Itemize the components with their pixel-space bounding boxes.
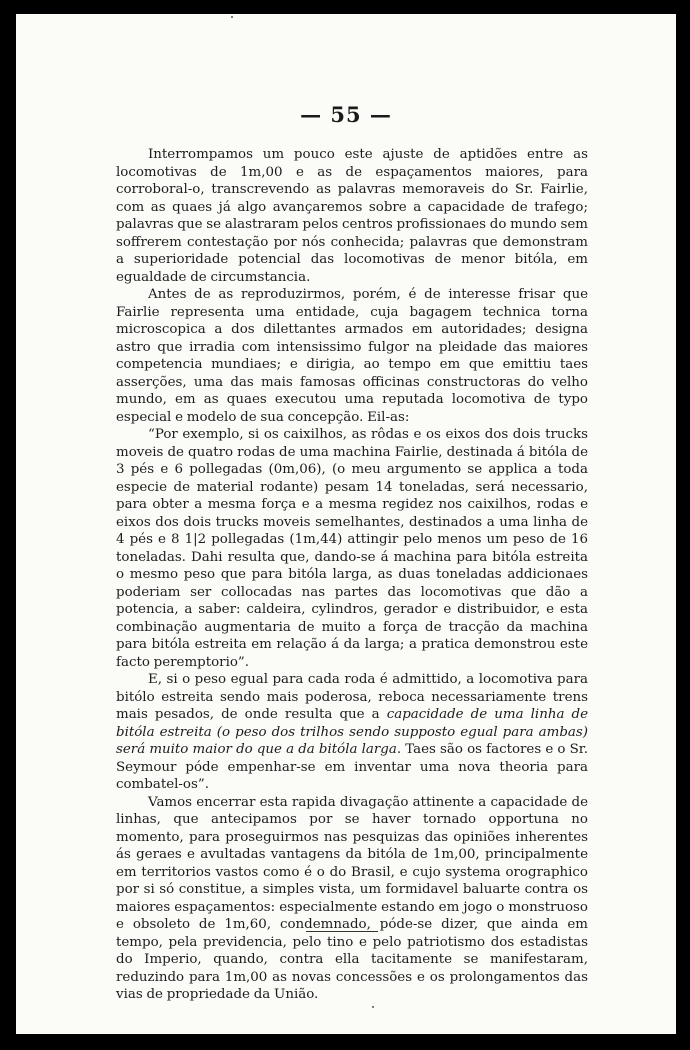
speck-mark bbox=[372, 1006, 374, 1008]
paragraph-text: . Taes são os factores e o Sr. Seymour póde empenhar-se em inventar uma nova theoria para combatel-os”. bbox=[116, 742, 588, 792]
paragraph bbox=[116, 794, 588, 1004]
paragraph bbox=[116, 146, 588, 286]
speck-mark bbox=[231, 16, 233, 18]
paragraph bbox=[116, 426, 588, 671]
document-page bbox=[16, 14, 676, 1034]
paragraph bbox=[116, 671, 588, 794]
paragraph-text: Antes de as reproduzirmos, porém, é de interesse frisar que Fairlie representa uma entidade, cuja bagagem technica torna microscopica a dos dilettantes armados em autoridades; designa astro que irradia com intensissimo fulgor na pleidade das maiores competencia mundiaes; e dirigia, ao tempo em que emittiu taes asserções, uma das mais famosas officinas constructoras do velho mundo, em as quaes executou uma reputada locomotiva de typo especial e modelo de sua concepção. Eil-as: bbox=[116, 287, 588, 425]
paragraph-text: Vamos encerrar esta rapida divagação attinente a capacidade de linhas, que antecipamos por se haver tornado opportuna no momento, para proseguirmos nas pesquizas das opiniões inherentes ás geraes e avultadas vantagens da bitóla de 1m,00, principalmente em territorios vastos como é o do Brasil, e cujo systema orographico por si só constitue, a simples vista, um formidavel baluarte contra os maiores espaçamentos: especialmente estando em jogo o monstruoso e obsoleto de 1m,60, condemnado, póde-se dizer, que ainda em tempo, pela previdencia, pelo tino e pelo patriotismo dos estadistas do Imperio, quando, contra ella tacitamente se manifestaram, reduzindo para 1m,00 as novas concessões e os prolongamentos das vias de propriedade da União. bbox=[116, 794, 588, 1002]
end-rule bbox=[306, 931, 378, 932]
paragraph bbox=[116, 286, 588, 426]
body-text bbox=[116, 146, 588, 1004]
paragraph-text: “Por exemplo, si os caixilhos, as rôdas e os eixos dos dois trucks moveis de quatro rodas de uma machina Fairlie, destinada á bitóla de 3 pés e 6 pollegadas (0m,06), (o meu argumento se applica a toda especie de material rodante) pesam 14 toneladas, será necessario, para obter a mesma força e a mesma regidez nos caixilhos, rodas e eixos dos dois trucks moveis semelhantes, destinados a uma linha de 4 pés e 8 1|2 pollegadas (1m,44) attingir pelo menos um peso de 16 toneladas. Dahi resulta que, dando-se á machina para bitóla estreita o mesmo peso que para bitóla larga, as duas toneladas addicionaes poderiam ser collocadas nas partes das locomotivas que dão a potencia, a saber: caldeira, cylindros, gerador e distribuidor, e esta combinação augmentaria de muito a força de tracção da machina para bitóla estreita em relação á da larga; a pratica demonstrou este facto peremptorio”. bbox=[116, 427, 588, 670]
page-number: — 55 — bbox=[300, 102, 392, 127]
paragraph-text: Interrompamos um pouco este ajuste de aptidões entre as locomotivas de 1m,00 e as de espaçamentos maiores, para corroboral-o, transcrevendo as palavras memoraveis do Sr. Fairlie, com as quaes já algo avançaremos sobre a capacidade de trafego; palavras que se alastraram pelos centros profissionaes do mundo sem soffrerem contestação por nós conhecida; palavras que demonstram a superioridade potencial das locomotivas de menor bitóla, em egualdade de circumstancia. bbox=[116, 147, 588, 285]
italic-text: capacidade de uma linha de bitóla estreita (o peso dos trilhos sendo supposto egual para ambas) será muito maior do que a da bitóla larga bbox=[116, 707, 588, 757]
paragraph-text: E, si o peso egual para cada roda é admittido, a locomotiva para bitólo estreita sendo mais poderosa, reboca necessariamente trens mais pesados, de onde resulta que a bbox=[116, 672, 588, 722]
